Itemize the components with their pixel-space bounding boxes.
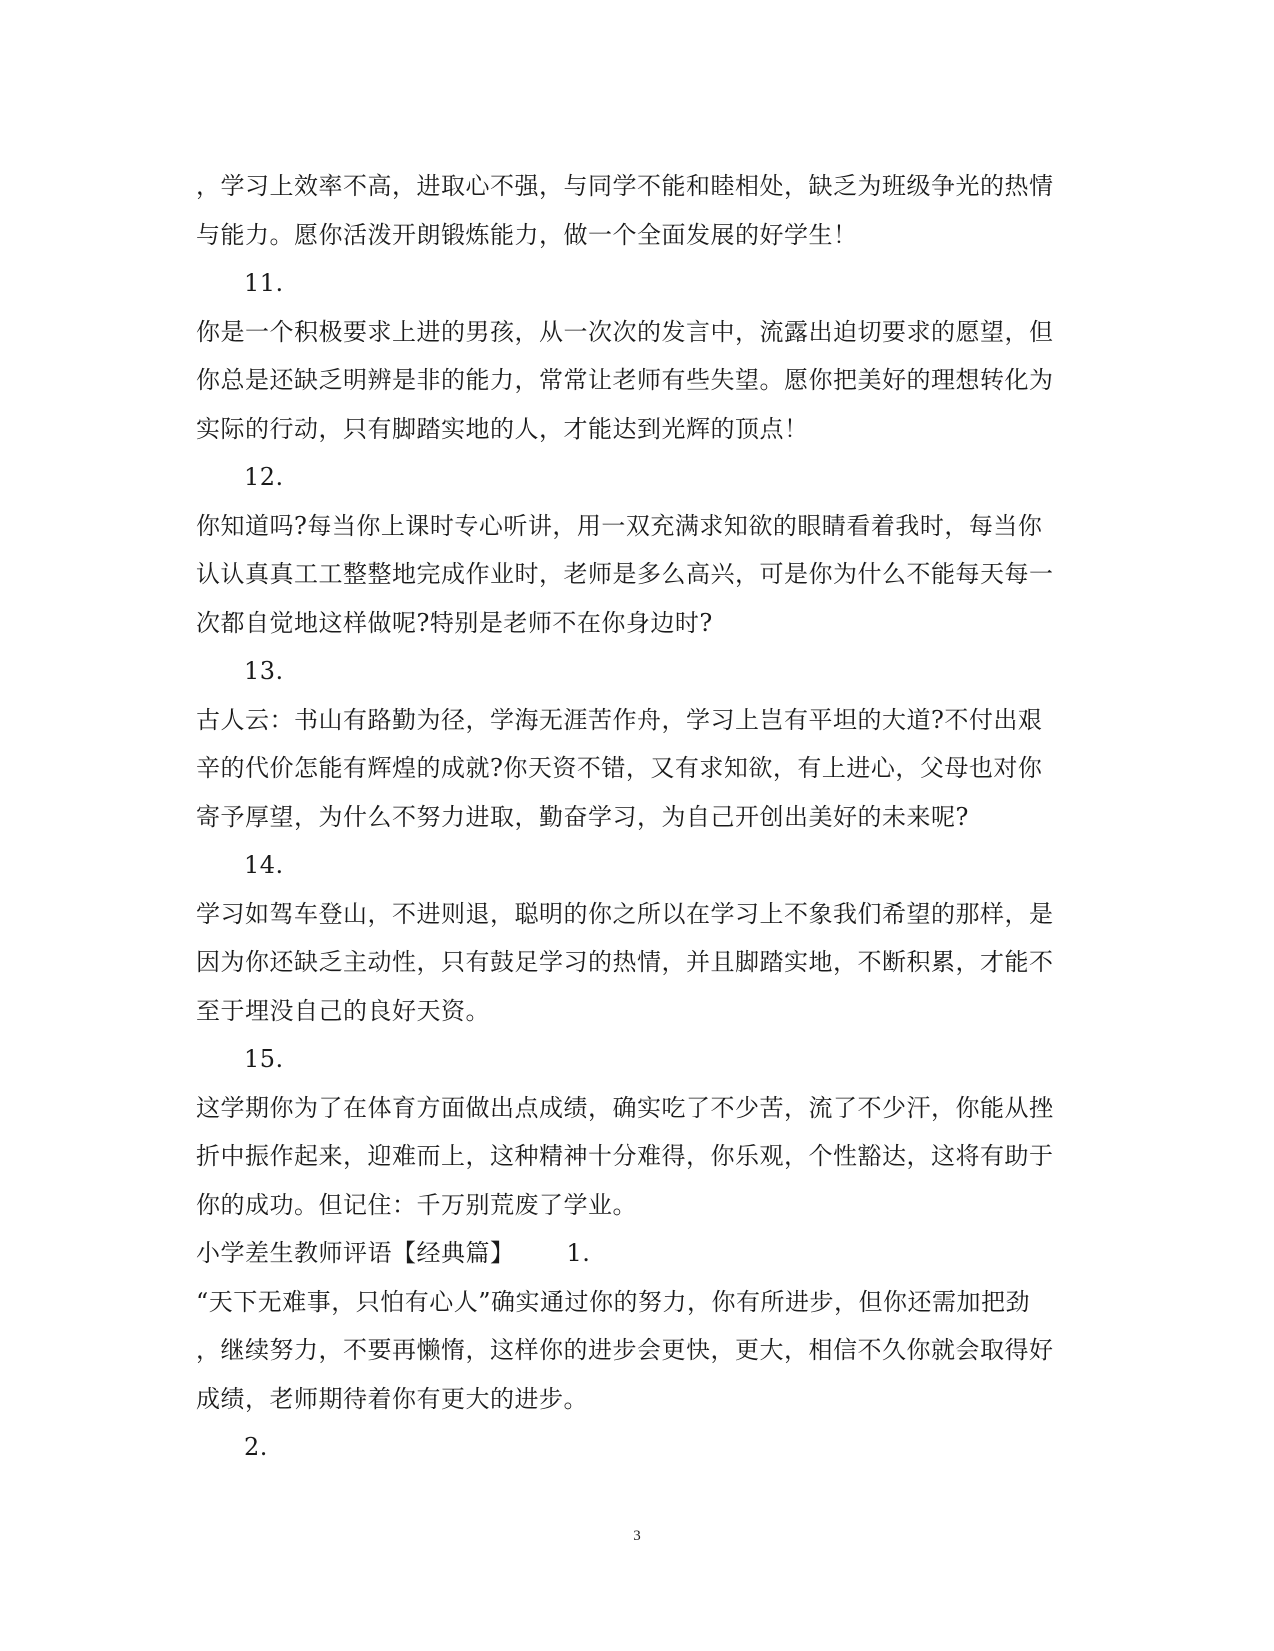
text-line: ，学习上效率不高，进取心不强，与同学不能和睦相处，缺乏为班级争光的热情	[196, 172, 1054, 200]
item-number: 2.	[244, 1433, 268, 1461]
item-number: 1.	[566, 1239, 591, 1267]
text-line: “天下无难事，只怕有心人”确实通过你的努力，你有所进步，但你还需加把劲	[196, 1287, 1031, 1316]
text-line: 这学期你为了在体育方面做出点成绩，确实吃了不少苦，流了不少汗，你能从挫	[196, 1093, 1054, 1122]
text-line: 与能力。愿你活泼开朗锻炼能力，做一个全面发展的好学生！	[196, 220, 858, 249]
text-line: 你总是还缺乏明辨是非的能力，常常让老师有些失望。愿你把美好的理想转化为	[196, 366, 1054, 394]
page-number: 3	[633, 1528, 641, 1544]
section-heading-line	[196, 1229, 1076, 1278]
text-line: 你知道吗?每当你上课时专心听讲，用一双充满求知欲的眼睛看着我时，每当你	[196, 511, 1043, 540]
text-line: 认认真真工工整整地完成作业时，老师是多么高兴，可是你为什么不能每天每一	[196, 560, 1054, 588]
item-number: 11.	[244, 269, 284, 297]
item-number: 14.	[244, 851, 284, 879]
text-line: 至于埋没自己的良好天资。	[196, 996, 490, 1025]
document-body	[196, 162, 1076, 1472]
text-line: 你的成功。但记住：千万别荒废了学业。	[196, 1190, 637, 1219]
text-line: ，继续努力，不要再懒惰，这样你的进步会更快，更大，相信不久你就会取得好	[196, 1336, 1054, 1364]
item-number: 15.	[244, 1045, 284, 1073]
item-number: 12.	[244, 463, 284, 491]
text-line: 成绩，老师期待着你有更大的进步。	[196, 1384, 588, 1413]
text-line: 次都自觉地这样做呢?特别是老师不在你身边时?	[196, 608, 713, 637]
text-line: 辛的代价怎能有辉煌的成就?你天资不错，又有求知欲，有上进心，父母也对你	[196, 754, 1043, 782]
text-line: 折中振作起来，迎难而上，这种精神十分难得，你乐观，个性豁达，这将有助于	[196, 1142, 1054, 1170]
text-line: 因为你还缺乏主动性，只有鼓足学习的热情，并且脚踏实地，不断积累，才能不	[196, 948, 1054, 976]
text-line: 寄予厚望，为什么不努力进取，勤奋学习，为自己开创出美好的未来呢?	[196, 802, 969, 831]
section-heading: 小学差生教师评语【经典篇】	[196, 1239, 515, 1267]
text-line: 古人云：书山有路勤为径，学海无涯苦作舟，学习上岂有平坦的大道?不付出艰	[196, 705, 1043, 734]
text-line: 你是一个积极要求上进的男孩，从一次次的发言中，流露出迫切要求的愿望，但	[196, 317, 1054, 346]
text-line: 学习如驾车登山，不进则退，聪明的你之所以在学习上不象我们希望的那样，是	[196, 899, 1054, 928]
text-line: 实际的行动，只有脚踏实地的人，才能达到光辉的顶点！	[196, 414, 809, 443]
item-number: 13.	[244, 657, 284, 685]
